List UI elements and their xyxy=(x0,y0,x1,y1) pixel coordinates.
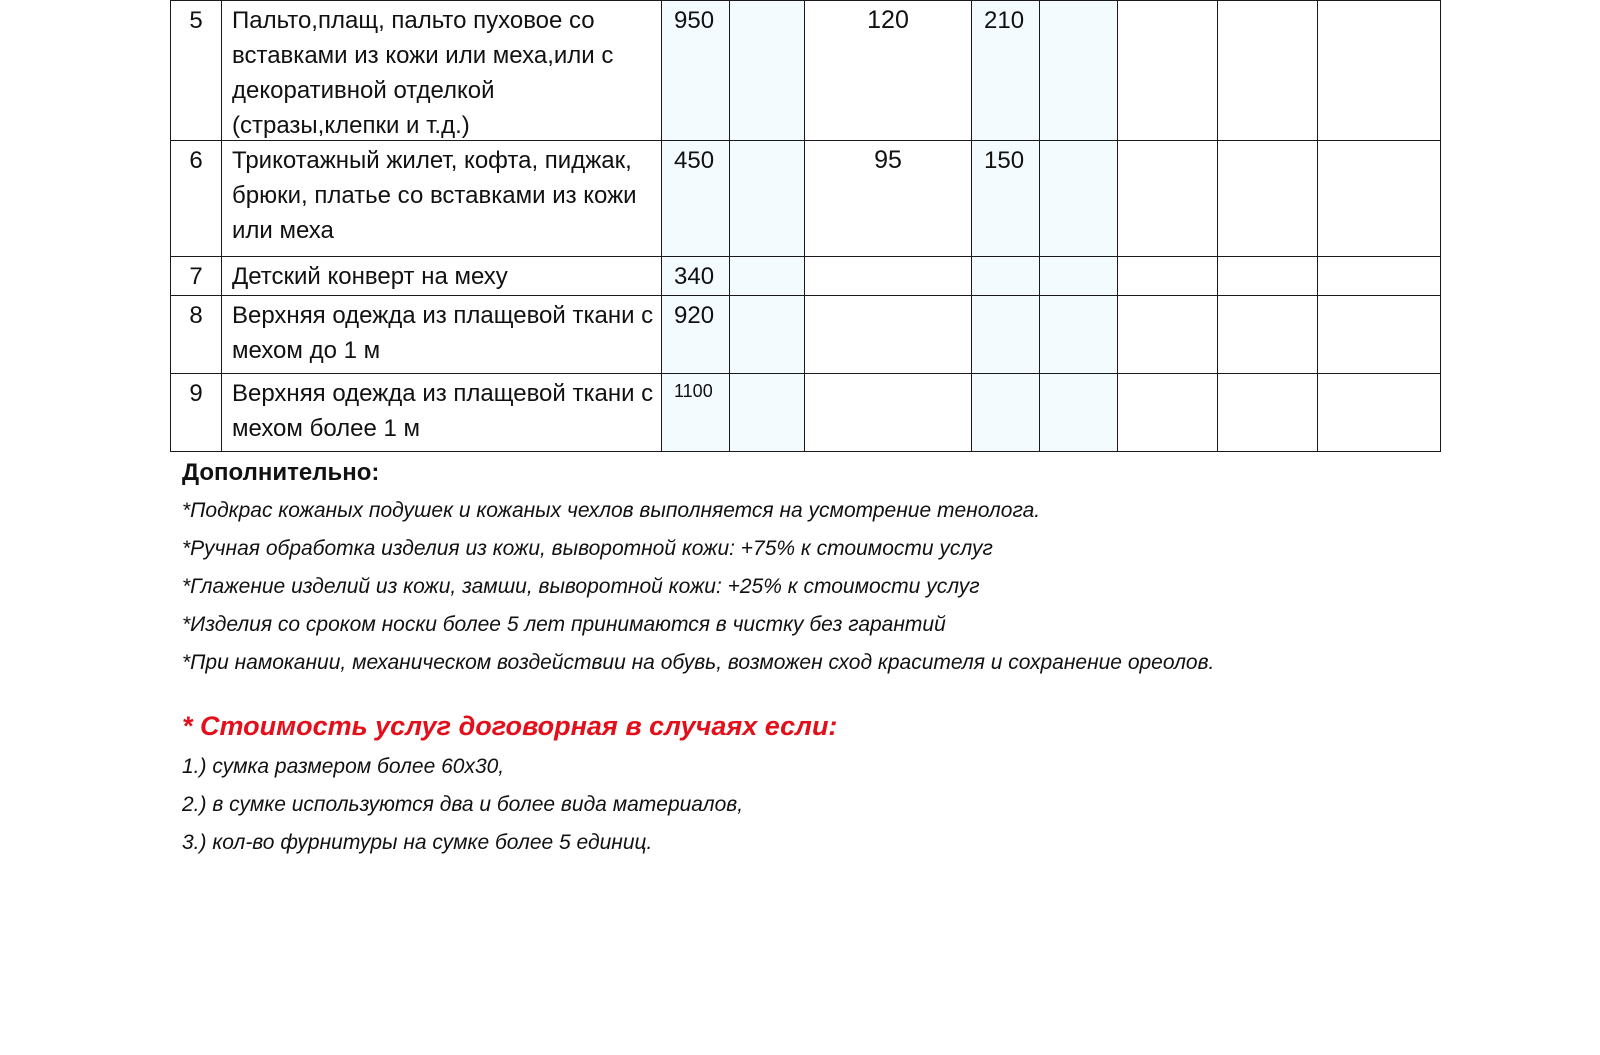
table-row xyxy=(171,141,1441,257)
item-name xyxy=(222,1,662,141)
notes-title: Дополнительно: xyxy=(182,459,380,486)
price-cell xyxy=(1318,141,1441,257)
price-cell xyxy=(1318,296,1441,374)
price-cell xyxy=(972,296,1040,374)
item-name xyxy=(222,374,662,452)
row-number: 7 xyxy=(171,257,222,296)
item-name-text: Пальто,плащ, пальто пуховое со вставками из кожи или меха,или с декоративной отделкой (стразы,клепки и т.д.) xyxy=(232,7,614,138)
price-cell xyxy=(1040,257,1118,296)
price-cell: 340 xyxy=(662,257,730,296)
negotiable-item: 3.) кол-во фурнитуры на сумке более 5 единиц. xyxy=(182,831,653,854)
item-name-text: Трикотажный жилет, кофта, пиджак, брюки, платье со вставками из кожи или меха xyxy=(232,147,637,244)
item-name-text: Верхняя одежда из плащевой ткани с мехом более 1 м xyxy=(232,380,654,442)
price-cell xyxy=(730,1,805,141)
price-cell xyxy=(1318,257,1441,296)
price-cell xyxy=(1318,1,1441,141)
price-cell xyxy=(1040,141,1118,257)
price-cell xyxy=(805,374,972,452)
price-cell xyxy=(730,374,805,452)
negotiable-item: 2.) в сумке используются два и более вида материалов, xyxy=(182,793,744,816)
price-cell xyxy=(1118,296,1218,374)
price-cell xyxy=(1218,141,1318,257)
price-cell xyxy=(730,257,805,296)
price-cell xyxy=(1218,374,1318,452)
price-cell xyxy=(805,257,972,296)
price-cell: 450 xyxy=(662,141,730,257)
price-cell: 120 xyxy=(805,1,972,141)
table-row xyxy=(171,1,1441,141)
price-cell xyxy=(1218,1,1318,141)
row-number: 9 xyxy=(171,374,222,452)
price-cell: 920 xyxy=(662,296,730,374)
price-table xyxy=(170,0,1441,452)
item-name xyxy=(222,257,662,296)
item-name-text: Детский конверт на меху xyxy=(232,263,508,290)
price-cell xyxy=(1040,374,1118,452)
negotiable-item: 1.) сумка размером более 60х30, xyxy=(182,755,505,778)
item-name xyxy=(222,296,662,374)
price-cell xyxy=(730,141,805,257)
table-row xyxy=(171,374,1441,452)
price-cell: 950 xyxy=(662,1,730,141)
note-item: *Изделия со сроком носки более 5 лет принимаются в чистку без гарантий xyxy=(182,613,946,636)
row-number: 6 xyxy=(171,141,222,257)
row-number: 5 xyxy=(171,1,222,141)
note-item: *Подкрас кожаных подушек и кожаных чехлов выполняется на усмотрение тенолога. xyxy=(182,499,1041,522)
additional-notes xyxy=(182,458,1432,682)
note-item: *При намокании, механическом воздействии на обувь, возможен сход красителя и сохранение ореолов. xyxy=(182,651,1215,674)
price-cell xyxy=(972,257,1040,296)
price-cell xyxy=(730,296,805,374)
price-cell xyxy=(972,374,1040,452)
notes-list xyxy=(182,492,1432,682)
price-cell xyxy=(1040,1,1118,141)
price-cell xyxy=(1218,257,1318,296)
price-cell xyxy=(805,296,972,374)
price-cell xyxy=(1118,1,1218,141)
price-cell: 210 xyxy=(972,1,1040,141)
price-cell xyxy=(1118,374,1218,452)
price-cell xyxy=(1318,374,1441,452)
negotiable-title: * Стоимость услуг договорная в случаях если: xyxy=(182,711,838,741)
price-cell xyxy=(1040,296,1118,374)
price-cell xyxy=(1118,141,1218,257)
table-row xyxy=(171,257,1441,296)
price-cell xyxy=(1118,257,1218,296)
item-name-text: Верхняя одежда из плащевой ткани с мехом до 1 м xyxy=(232,302,654,364)
negotiable-list xyxy=(182,748,743,862)
price-cell: 1100 xyxy=(662,374,730,452)
note-item: *Глажение изделий из кожи, замши, выворотной кожи: +25% к стоимости услуг xyxy=(182,575,980,598)
price-cell xyxy=(1218,296,1318,374)
table-row xyxy=(171,296,1441,374)
price-cell: 95 xyxy=(805,141,972,257)
note-item: *Ручная обработка изделия из кожи, выворотной кожи: +75% к стоимости услуг xyxy=(182,537,993,560)
price-cell: 150 xyxy=(972,141,1040,257)
item-name xyxy=(222,141,662,257)
row-number: 8 xyxy=(171,296,222,374)
